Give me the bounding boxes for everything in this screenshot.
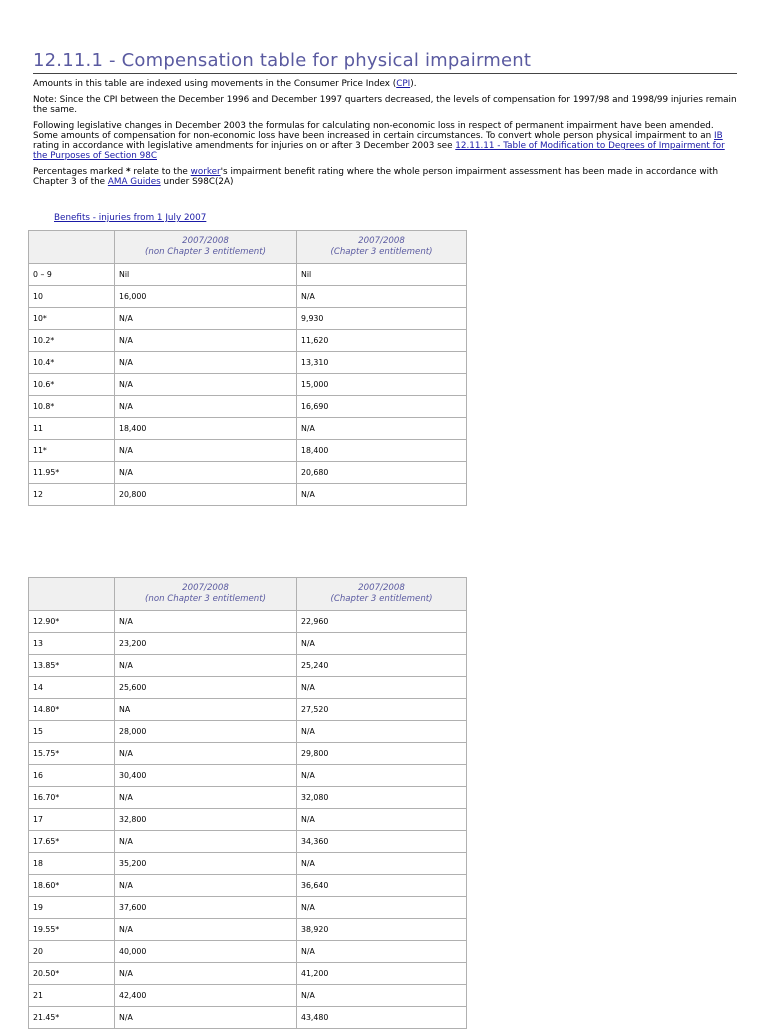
cpi-text-end: ).	[410, 79, 417, 89]
chapter3-cell: N/A	[297, 765, 467, 787]
table-row	[29, 985, 467, 1007]
chapter3-cell: N/A	[297, 985, 467, 1007]
chapter3-cell: 20,680	[297, 462, 467, 484]
chapter3-cell: 36,640	[297, 875, 467, 897]
header-non-chapter3	[115, 231, 297, 264]
impairment-cell: 19	[29, 897, 115, 919]
impairment-cell: 10	[29, 286, 115, 308]
compensation-table-1	[28, 230, 467, 506]
chapter3-cell: 29,800	[297, 743, 467, 765]
table-row	[29, 418, 467, 440]
chapter3-cell: 22,960	[297, 611, 467, 633]
impairment-cell: 10.6*	[29, 374, 115, 396]
chapter3-cell: Nil	[297, 264, 467, 286]
legislative-paragraph	[33, 121, 737, 161]
chapter3-cell: 9,930	[297, 308, 467, 330]
chapter3-cell: N/A	[297, 484, 467, 506]
header-year: 2007/2008	[358, 236, 405, 246]
percentages-text: Percentages marked	[33, 167, 127, 177]
non-chapter3-cell: N/A	[115, 462, 297, 484]
non-chapter3-cell: 42,400	[115, 985, 297, 1007]
percentages-text-4: under S98C(2A)	[160, 177, 234, 187]
header-year: 2007/2008	[182, 583, 229, 593]
table-row	[29, 352, 467, 374]
table-row	[29, 633, 467, 655]
table-row	[29, 787, 467, 809]
table-header-row	[29, 578, 467, 611]
non-chapter3-cell: 25,600	[115, 677, 297, 699]
non-chapter3-cell: NA	[115, 699, 297, 721]
non-chapter3-cell: N/A	[115, 611, 297, 633]
non-chapter3-cell: 32,800	[115, 809, 297, 831]
ama-guides-link[interactable]: AMA Guides	[107, 177, 161, 187]
table-row	[29, 330, 467, 352]
chapter3-cell: 41,200	[297, 963, 467, 985]
impairment-cell: 10.4*	[29, 352, 115, 374]
header-non-chapter3	[115, 578, 297, 611]
chapter3-cell: N/A	[297, 853, 467, 875]
non-chapter3-cell: N/A	[115, 919, 297, 941]
note-paragraph: Note: Since the CPI between the December 1996 and December 1997 quarters decreased, the levels of compensation for 1997/98 and 1998/99 injuries remain the same.	[33, 95, 737, 115]
table-row	[29, 831, 467, 853]
chapter3-cell: 34,360	[297, 831, 467, 853]
chapter3-cell: 13,310	[297, 352, 467, 374]
table-row	[29, 611, 467, 633]
chapter3-cell: N/A	[297, 721, 467, 743]
non-chapter3-cell: N/A	[115, 655, 297, 677]
impairment-cell: 16.70*	[29, 787, 115, 809]
impairment-cell: 13.85*	[29, 655, 115, 677]
header-subtitle: (Chapter 3 entitlement)	[330, 247, 433, 257]
table-row	[29, 462, 467, 484]
header-year: 2007/2008	[182, 236, 229, 246]
non-chapter3-cell: N/A	[115, 374, 297, 396]
header-subtitle: (Chapter 3 entitlement)	[330, 594, 433, 604]
non-chapter3-cell: 37,600	[115, 897, 297, 919]
impairment-cell: 21	[29, 985, 115, 1007]
chapter3-cell: N/A	[297, 809, 467, 831]
impairment-cell: 17	[29, 809, 115, 831]
impairment-cell: 16	[29, 765, 115, 787]
table-row	[29, 374, 467, 396]
non-chapter3-cell: 30,400	[115, 765, 297, 787]
asterisk-marker: *	[126, 167, 131, 177]
chapter3-cell: N/A	[297, 941, 467, 963]
table-caption-link[interactable]: Benefits - injuries from 1 July 2007	[54, 213, 207, 223]
impairment-cell: 11	[29, 418, 115, 440]
header-subtitle: (non Chapter 3 entitlement)	[145, 247, 266, 257]
impairment-cell: 13	[29, 633, 115, 655]
table-row	[29, 264, 467, 286]
table-row	[29, 286, 467, 308]
non-chapter3-cell: Nil	[115, 264, 297, 286]
impairment-cell: 14	[29, 677, 115, 699]
non-chapter3-cell: N/A	[115, 1007, 297, 1029]
impairment-cell: 14.80*	[29, 699, 115, 721]
header-subtitle: (non Chapter 3 entitlement)	[145, 594, 266, 604]
ib-link[interactable]: IB	[714, 131, 723, 141]
table-row	[29, 396, 467, 418]
table-row	[29, 963, 467, 985]
chapter3-cell: 15,000	[297, 374, 467, 396]
table-row	[29, 699, 467, 721]
impairment-cell: 15	[29, 721, 115, 743]
non-chapter3-cell: 20,800	[115, 484, 297, 506]
impairment-cell: 20.50*	[29, 963, 115, 985]
non-chapter3-cell: 35,200	[115, 853, 297, 875]
non-chapter3-cell: N/A	[115, 440, 297, 462]
impairment-cell: 10.2*	[29, 330, 115, 352]
non-chapter3-cell: N/A	[115, 831, 297, 853]
table-row	[29, 875, 467, 897]
table-row	[29, 897, 467, 919]
legislative-text: Following legislative changes in December 2003 the formulas for calculating non-economic loss in respect of permanent impairment have been amended. Some amounts of compensation for non-economic loss have been increased in certain circumstances. To convert whole person physical impairment to an	[33, 121, 715, 141]
cpi-text: Amounts in this table are indexed using movements in the Consumer Price Index (	[33, 79, 397, 89]
impairment-cell: 10.8*	[29, 396, 115, 418]
header-chapter3	[297, 578, 467, 611]
cpi-paragraph	[33, 79, 737, 89]
compensation-table-2	[28, 577, 467, 1029]
non-chapter3-cell: N/A	[115, 875, 297, 897]
non-chapter3-cell: N/A	[115, 963, 297, 985]
percentages-text-2: relate to the	[130, 167, 191, 177]
intro-text	[33, 79, 737, 193]
impairment-cell: 17.65*	[29, 831, 115, 853]
non-chapter3-cell: N/A	[115, 330, 297, 352]
chapter3-cell: 27,520	[297, 699, 467, 721]
non-chapter3-cell: 16,000	[115, 286, 297, 308]
non-chapter3-cell: N/A	[115, 396, 297, 418]
impairment-cell: 0 – 9	[29, 264, 115, 286]
table-row	[29, 919, 467, 941]
chapter3-cell: 16,690	[297, 396, 467, 418]
non-chapter3-cell: N/A	[115, 352, 297, 374]
non-chapter3-cell: 28,000	[115, 721, 297, 743]
table-row	[29, 440, 467, 462]
impairment-cell: 18	[29, 853, 115, 875]
header-year: 2007/2008	[358, 583, 405, 593]
table-row	[29, 1007, 467, 1029]
chapter3-cell: 11,620	[297, 330, 467, 352]
table-row	[29, 853, 467, 875]
header-chapter3	[297, 231, 467, 264]
impairment-cell: 20	[29, 941, 115, 963]
table-row	[29, 765, 467, 787]
non-chapter3-cell: 18,400	[115, 418, 297, 440]
table-header-row	[29, 231, 467, 264]
percentages-text-3: 's impairment benefit rating where the whole person impairment assessment has been made in accordance with Chapter 3 of the	[33, 167, 719, 187]
impairment-cell: 21.45*	[29, 1007, 115, 1029]
percentages-paragraph	[33, 167, 737, 187]
table-row	[29, 677, 467, 699]
table-row	[29, 809, 467, 831]
impairment-cell: 12	[29, 484, 115, 506]
impairment-cell: 18.60*	[29, 875, 115, 897]
non-chapter3-cell: N/A	[115, 743, 297, 765]
impairment-cell: 11*	[29, 440, 115, 462]
table-row	[29, 655, 467, 677]
chapter3-cell: 25,240	[297, 655, 467, 677]
chapter3-cell: N/A	[297, 633, 467, 655]
chapter3-cell: 18,400	[297, 440, 467, 462]
non-chapter3-cell: 23,200	[115, 633, 297, 655]
table-row	[29, 721, 467, 743]
chapter3-cell: 38,920	[297, 919, 467, 941]
modification-table-link[interactable]: 12.11.11 - Table of Modification to Degrees of Impairment for the Purposes of Section 98C	[33, 141, 725, 161]
cpi-link[interactable]: CPI	[396, 79, 411, 89]
impairment-cell: 15.75*	[29, 743, 115, 765]
chapter3-cell: 43,480	[297, 1007, 467, 1029]
legislative-text-2: rating in accordance with legislative amendments for injuries on or after 3 December 2003 see	[33, 141, 456, 151]
page-title: 12.11.1 - Compensation table for physical impairment	[33, 50, 737, 74]
impairment-cell: 12.90*	[29, 611, 115, 633]
table-row	[29, 941, 467, 963]
worker-link[interactable]: worker	[190, 167, 221, 177]
table-row	[29, 484, 467, 506]
chapter3-cell: 32,080	[297, 787, 467, 809]
chapter3-cell: N/A	[297, 897, 467, 919]
table-row	[29, 743, 467, 765]
header-blank-cell	[29, 578, 115, 611]
non-chapter3-cell: N/A	[115, 308, 297, 330]
impairment-cell: 10*	[29, 308, 115, 330]
chapter3-cell: N/A	[297, 677, 467, 699]
impairment-cell: 19.55*	[29, 919, 115, 941]
chapter3-cell: N/A	[297, 418, 467, 440]
impairment-cell: 11.95*	[29, 462, 115, 484]
non-chapter3-cell: 40,000	[115, 941, 297, 963]
non-chapter3-cell: N/A	[115, 787, 297, 809]
chapter3-cell: N/A	[297, 286, 467, 308]
table-row	[29, 308, 467, 330]
header-blank-cell	[29, 231, 115, 264]
